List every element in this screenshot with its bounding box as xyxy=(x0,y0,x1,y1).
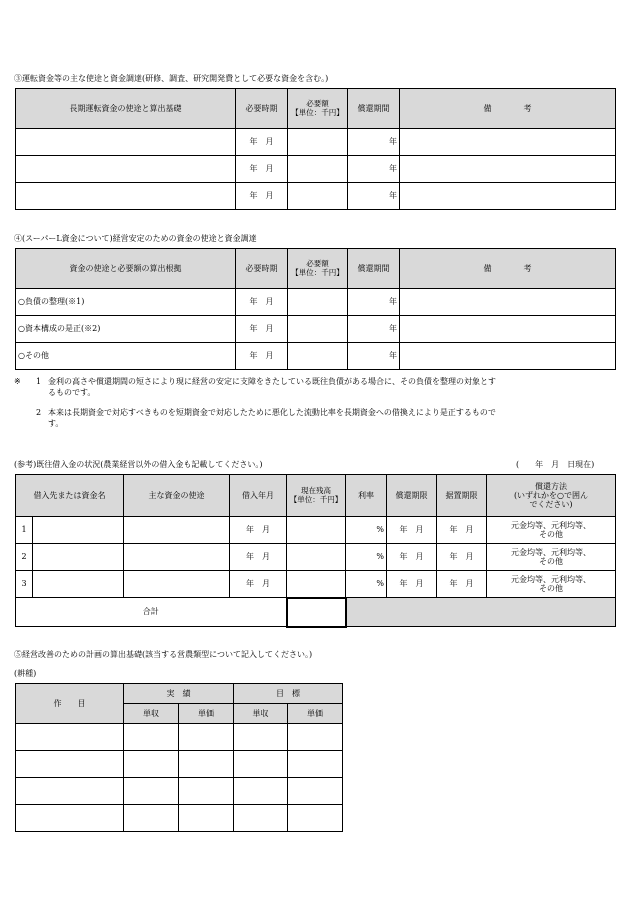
header-remarks: 備 考 xyxy=(400,249,616,289)
period-cell[interactable]: 年 xyxy=(348,183,400,210)
use-cell[interactable] xyxy=(124,571,230,598)
borrow-date-cell[interactable]: 年 月 xyxy=(230,517,287,544)
actual-price-cell[interactable] xyxy=(179,724,234,751)
time-cell[interactable]: 年 月 xyxy=(236,316,288,343)
note2-text: 本来は長期資金で対応すべきものを短期資金で対応したために悪化した流動比率を長期資金への借換えにより是正するもので す。 xyxy=(48,408,496,428)
header-use-basis: 資金の使途と必要額の算出根拠 xyxy=(16,249,236,289)
use-cell[interactable] xyxy=(124,544,230,571)
header-lender: 借入先または資金名 xyxy=(16,475,124,517)
deadline-cell[interactable]: 年 月 xyxy=(387,571,437,598)
amount-cell[interactable] xyxy=(288,183,348,210)
borrow-date-cell[interactable]: 年 月 xyxy=(230,544,287,571)
header-required-time: 必要時期 xyxy=(236,249,288,289)
note2-number: 2 xyxy=(36,408,42,417)
crop-cell[interactable] xyxy=(16,751,124,778)
note1-text: 金利の高さや償還期間の短さにより現に経営の安定に支障をきたしている既往負債がある場合に、その負債を整理の対象とす るものです。 xyxy=(48,377,496,397)
total-row xyxy=(16,598,616,627)
balance-cell[interactable] xyxy=(287,571,346,598)
crop-cell[interactable] xyxy=(16,805,124,832)
time-cell[interactable]: 年 月 xyxy=(236,156,288,183)
crop-cell[interactable] xyxy=(16,724,124,751)
target-price-cell[interactable] xyxy=(288,751,343,778)
row-number: 3 xyxy=(16,571,33,598)
amount-cell[interactable] xyxy=(288,316,348,343)
header-repayment-deadline: 償還期限 xyxy=(387,475,437,517)
header-target: 目 標 xyxy=(234,684,343,704)
remarks-cell[interactable] xyxy=(400,289,616,316)
table-row xyxy=(16,316,616,343)
period-cell[interactable]: 年 xyxy=(348,289,400,316)
total-label: 合計 xyxy=(16,598,287,627)
actual-price-cell[interactable] xyxy=(179,751,234,778)
target-price-cell[interactable] xyxy=(288,778,343,805)
note1-number: 1 xyxy=(36,377,42,386)
remarks-cell[interactable] xyxy=(400,156,616,183)
table-row xyxy=(16,129,616,156)
as-of-date: ( 年 月 日現在) xyxy=(516,460,595,469)
lender-cell[interactable] xyxy=(33,571,124,598)
header-actual-yield: 単収 xyxy=(124,704,179,724)
actual-price-cell[interactable] xyxy=(179,778,234,805)
header-actual-price: 単価 xyxy=(179,704,234,724)
use-cell[interactable] xyxy=(124,517,230,544)
header-remarks: 備 考 xyxy=(400,89,616,129)
deadline-cell[interactable]: 年 月 xyxy=(387,517,437,544)
table-row xyxy=(16,571,616,598)
method-cell[interactable]: 元金均等、元利均等、 その他 xyxy=(487,571,616,598)
header-required-time: 必要時期 xyxy=(236,89,288,129)
target-price-cell[interactable] xyxy=(288,805,343,832)
section4-title: ④(スーパーL資金について)経営安定のための資金の使途と資金調達 xyxy=(14,234,257,243)
row-number: 2 xyxy=(16,544,33,571)
target-yield-cell[interactable] xyxy=(234,778,288,805)
period-cell[interactable]: 年 xyxy=(348,316,400,343)
table-row xyxy=(16,517,616,544)
amount-cell[interactable] xyxy=(288,129,348,156)
notes-mark: ※ xyxy=(14,377,21,386)
table-row xyxy=(16,751,343,778)
time-cell[interactable]: 年 月 xyxy=(236,343,288,370)
lender-cell[interactable] xyxy=(33,517,124,544)
header-interest-rate: 利率 xyxy=(346,475,387,517)
table-row xyxy=(16,778,343,805)
capital-correction-label: ○資本構成の是正(※2) xyxy=(16,316,236,343)
time-cell[interactable]: 年 月 xyxy=(236,289,288,316)
target-yield-cell[interactable] xyxy=(234,805,288,832)
amount-cell[interactable] xyxy=(288,156,348,183)
grace-cell[interactable]: 年 月 xyxy=(437,544,487,571)
method-cell[interactable]: 元金均等、元利均等、 その他 xyxy=(487,544,616,571)
reference-title: (参考)既往借入金の状況(農業経営以外の借入金も記載してください。) xyxy=(14,460,263,469)
table-row xyxy=(16,343,616,370)
grace-cell[interactable]: 年 月 xyxy=(437,517,487,544)
table-row xyxy=(16,156,616,183)
header-repayment-period: 償還期間 xyxy=(348,249,400,289)
remarks-cell[interactable] xyxy=(400,343,616,370)
header-main-use: 主な資金の使途 xyxy=(124,475,230,517)
amount-cell[interactable] xyxy=(288,343,348,370)
lender-cell[interactable] xyxy=(33,544,124,571)
section3-title: ③運転資金等の主な使途と資金調達(研修、調査、研究開発費として必要な資金を含む。) xyxy=(14,74,329,83)
borrow-date-cell[interactable]: 年 月 xyxy=(230,571,287,598)
header-repayment-method: 償還方法 (いずれかを○で囲ん でください) xyxy=(487,475,616,517)
target-yield-cell[interactable] xyxy=(234,751,288,778)
actual-price-cell[interactable] xyxy=(179,805,234,832)
section5-subtitle: (耕種) xyxy=(14,669,37,678)
use-cell[interactable] xyxy=(16,129,236,156)
header-target-price: 単価 xyxy=(288,704,343,724)
header-crop: 作 目 xyxy=(16,684,124,724)
actual-yield-cell[interactable] xyxy=(124,724,179,751)
remarks-cell[interactable] xyxy=(400,129,616,156)
remarks-cell[interactable] xyxy=(400,183,616,210)
crop-plan-table xyxy=(15,683,343,832)
header-borrow-date: 借入年月 xyxy=(230,475,287,517)
table-row xyxy=(16,183,616,210)
target-yield-cell[interactable] xyxy=(234,724,288,751)
actual-yield-cell[interactable] xyxy=(124,805,179,832)
remarks-cell[interactable] xyxy=(400,316,616,343)
amount-cell[interactable] xyxy=(288,289,348,316)
method-cell[interactable]: 元金均等、元利均等、 その他 xyxy=(487,517,616,544)
time-cell[interactable]: 年 月 xyxy=(236,183,288,210)
use-cell[interactable] xyxy=(16,183,236,210)
section5-title: ⑤経営改善のための計画の算出基礎(該当する営農類型について記入してください。) xyxy=(14,650,313,659)
header-target-yield: 単収 xyxy=(234,704,288,724)
period-cell[interactable]: 年 xyxy=(348,129,400,156)
section3-table xyxy=(15,88,616,210)
actual-yield-cell[interactable] xyxy=(124,751,179,778)
deadline-cell[interactable]: 年 月 xyxy=(387,544,437,571)
header-current-balance: 現在残高 【単位：千円】 xyxy=(287,475,346,517)
period-cell[interactable]: 年 xyxy=(348,156,400,183)
balance-cell[interactable] xyxy=(287,544,346,571)
total-balance-cell[interactable] xyxy=(287,598,346,627)
period-cell[interactable]: 年 xyxy=(348,343,400,370)
rate-cell[interactable]: % xyxy=(346,544,387,571)
balance-cell[interactable] xyxy=(287,517,346,544)
header-required-amount: 必要額 【単位：千円】 xyxy=(288,249,348,289)
use-cell[interactable] xyxy=(16,156,236,183)
header-use-basis: 長期運転資金の使途と算出基礎 xyxy=(16,89,236,129)
crop-cell[interactable] xyxy=(16,778,124,805)
row-number: 1 xyxy=(16,517,33,544)
target-price-cell[interactable] xyxy=(288,724,343,751)
rate-cell[interactable]: % xyxy=(346,517,387,544)
table-row xyxy=(16,544,616,571)
header-repayment-period: 償還期間 xyxy=(348,89,400,129)
table-row xyxy=(16,724,343,751)
actual-yield-cell[interactable] xyxy=(124,778,179,805)
debt-consolidation-label: ○負債の整理(※1) xyxy=(16,289,236,316)
header-grace-deadline: 据置期限 xyxy=(437,475,487,517)
table-row xyxy=(16,289,616,316)
time-cell[interactable]: 年 月 xyxy=(236,129,288,156)
other-label: ○その他 xyxy=(16,343,236,370)
header-actual: 実 績 xyxy=(124,684,234,704)
header-required-amount: 必要額 【単位：千円】 xyxy=(288,89,348,129)
table-row xyxy=(16,805,343,832)
existing-loans-table xyxy=(15,474,616,628)
section4-table xyxy=(15,248,616,370)
total-shaded-area xyxy=(346,598,616,627)
grace-cell[interactable]: 年 月 xyxy=(437,571,487,598)
rate-cell[interactable]: % xyxy=(346,571,387,598)
